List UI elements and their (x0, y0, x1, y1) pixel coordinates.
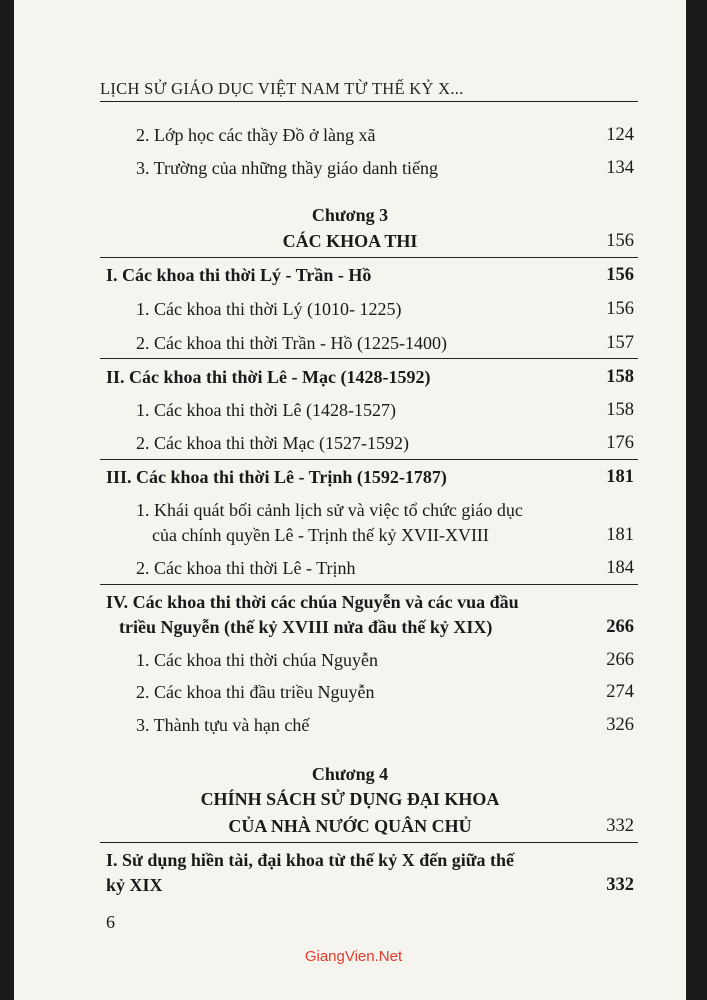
toc-entry-page: 156 (606, 231, 634, 251)
chapter-4-title-line1: CHÍNH SÁCH SỬ DỤNG ĐẠI KHOA (200, 789, 500, 809)
toc-entry-text: 3. Trường của những thầy giáo danh tiếng (136, 158, 439, 178)
toc-entry-text: 3. Thành tựu và hạn chế (136, 715, 310, 735)
chapter-3-label: Chương 3 (311, 205, 389, 225)
toc-entry-page: 176 (606, 433, 634, 453)
toc-section-text: I. Sử dụng hiền tài, đại khoa từ thế kỷ X đến giữa thế (106, 850, 514, 870)
toc-entry-page: 326 (606, 715, 634, 735)
chapter-3-title: CÁC KHOA THI (282, 231, 418, 251)
toc-entry-text: 2. Các khoa thi thời Mạc (1527-1592) (136, 433, 409, 453)
watermark: GiangVien.Net (304, 948, 403, 965)
toc-entry-page: 274 (606, 682, 634, 702)
toc-entry-text: 2. Các khoa thi đầu triều Nguyễn (136, 682, 375, 702)
page-number: 6 (106, 912, 115, 932)
toc-section-text: triều Nguyễn (thế kỷ XVIII nửa đầu thế kỷ XIX) (119, 617, 493, 637)
toc-entry-page: 124 (606, 125, 634, 145)
toc-entry-page: 156 (606, 299, 634, 319)
toc-section-text: II. Các khoa thi thời Lê - Mạc (1428-1592) (106, 367, 431, 387)
toc-entry-text: 1. Khái quát bối cảnh lịch sử và việc tổ chức giáo dục (136, 500, 523, 520)
toc-entry-page: 332 (606, 875, 634, 895)
section-rule (100, 459, 638, 460)
header-rule (100, 101, 638, 102)
toc-section-text: III. Các khoa thi thời Lê - Trịnh (1592-1787) (106, 467, 447, 487)
toc-entry-page: 134 (606, 158, 634, 178)
section-rule (100, 842, 638, 843)
section-rule (100, 584, 638, 585)
toc-entry-page: 156 (606, 265, 634, 285)
toc-entry-text: 1. Các khoa thi thời chúa Nguyễn (136, 650, 378, 670)
section-rule (100, 358, 638, 359)
toc-entry-page: 332 (606, 816, 634, 836)
toc-entry-text: 2. Các khoa thi thời Lê - Trịnh (136, 558, 356, 578)
toc-entry-page: 158 (606, 367, 634, 387)
toc-entry-page: 181 (606, 525, 634, 545)
toc-section-text: IV. Các khoa thi thời các chúa Nguyễn và các vua đầu (106, 592, 519, 612)
toc-entry-page: 158 (606, 400, 634, 420)
running-head: LỊCH SỬ GIÁO DỤC VIỆT NAM TỪ THẾ KỶ X... (100, 79, 464, 98)
toc-entry-text: của chính quyền Lê - Trịnh thế kỷ XVII-XVIII (152, 525, 489, 545)
toc-section-text: kỷ XIX (106, 875, 163, 895)
toc-entry-text: 2. Lớp học các thầy Đồ ở làng xã (136, 125, 376, 145)
chapter-4-title-line2: CỦA NHÀ NƯỚC QUÂN CHỦ (228, 816, 472, 836)
toc-entry-text: 1. Các khoa thi thời Lý (1010- 1225) (136, 299, 402, 319)
chapter-4-label: Chương 4 (311, 764, 389, 784)
toc-entry-text: 2. Các khoa thi thời Trần - Hồ (1225-1400) (136, 333, 447, 353)
toc-section-text: I. Các khoa thi thời Lý - Trần - Hồ (106, 265, 372, 285)
book-page (14, 0, 686, 1000)
toc-entry-text: 1. Các khoa thi thời Lê (1428-1527) (136, 400, 396, 420)
toc-entry-page: 266 (606, 617, 634, 637)
toc-entry-page: 184 (606, 558, 634, 578)
toc-entry-page: 181 (606, 467, 634, 487)
toc-entry-page: 157 (606, 333, 634, 353)
toc-entry-page: 266 (606, 650, 634, 670)
section-rule (100, 257, 638, 258)
